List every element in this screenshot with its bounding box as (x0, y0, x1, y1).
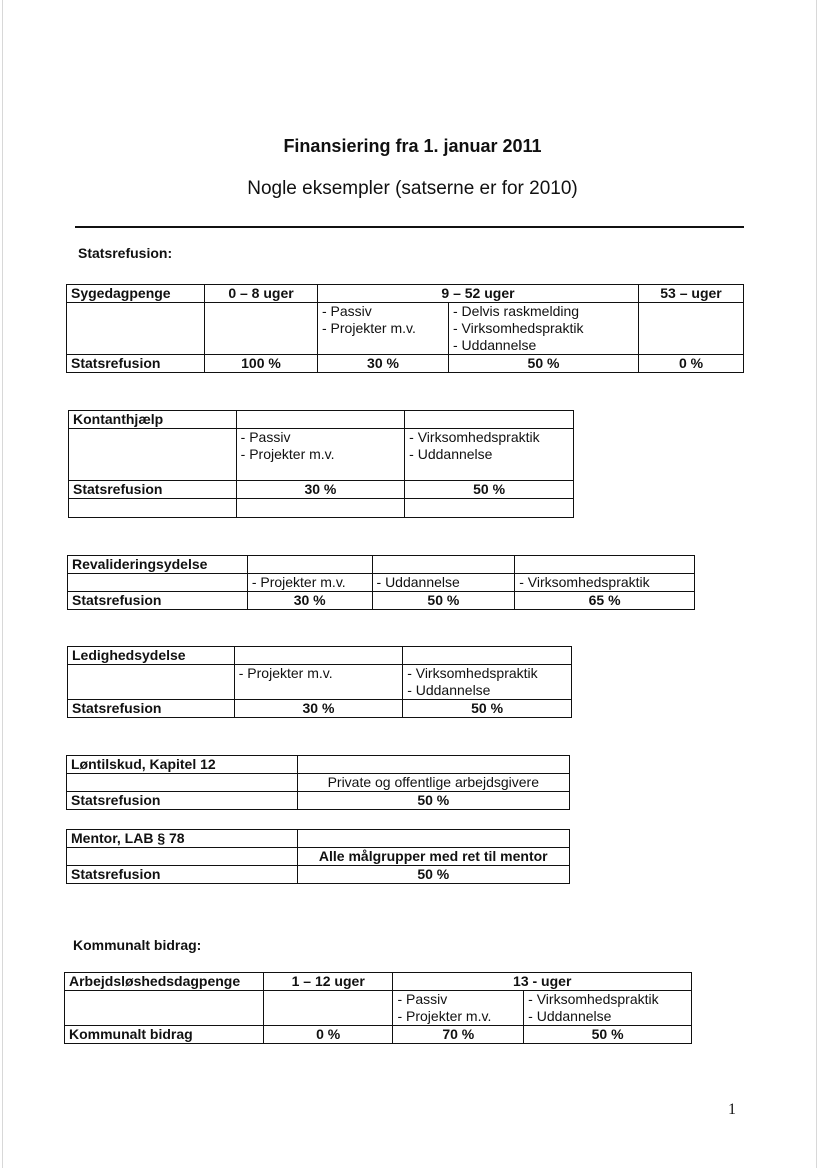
table-cell: 65 % (515, 592, 695, 610)
table-row (69, 481, 574, 499)
table-cell: Kontanthjælp (69, 411, 237, 429)
table-loentilskud (66, 755, 570, 810)
table-cell: 13 - uger (393, 973, 692, 991)
table-cell (236, 499, 405, 518)
table-cell (205, 303, 318, 355)
section-heading-statsrefusion: Statsrefusion: (78, 245, 173, 261)
table-cell (393, 991, 524, 1026)
list-item: - Uddannelse (409, 446, 493, 462)
table-cell: Alle målgrupper med ret til mentor (297, 848, 569, 866)
table-cell: 50 % (297, 866, 569, 884)
table-cell: 9 – 52 uger (318, 285, 639, 303)
table-row (67, 355, 744, 373)
table-cell (236, 411, 405, 429)
table-cell: Ledighedsydelse (68, 647, 235, 665)
list-item: - Virksomhedspraktik (453, 320, 584, 336)
horizontal-rule (75, 226, 744, 228)
table-cell: 30 % (247, 592, 372, 610)
list-item: - Uddannelse (528, 1008, 612, 1024)
list-item: - Uddannelse (407, 682, 491, 698)
table-row (69, 411, 574, 429)
table-mentor (66, 829, 570, 884)
table-cell: 30 % (236, 481, 405, 499)
table-cell (67, 848, 298, 866)
table-cell (297, 830, 569, 848)
table-cell: - Uddannelse (372, 574, 515, 592)
table-cell: 0 % (263, 1026, 393, 1044)
table-row (67, 830, 570, 848)
table-row (65, 1026, 692, 1044)
table-row (67, 774, 570, 792)
list-item: - Delvis raskmelding (453, 303, 580, 319)
table-row (68, 556, 695, 574)
table-row (65, 973, 692, 991)
table-row (65, 991, 692, 1026)
list-item: - Projekter m.v. (240, 446, 335, 462)
section-heading-kommunalt-bidrag: Kommunalt bidrag: (73, 937, 202, 953)
table-cell (639, 303, 744, 355)
table-cell (515, 556, 695, 574)
table-arbejdsloeshedsdagpenge (64, 972, 692, 1044)
table-cell: 50 % (297, 792, 569, 810)
list-item: - Virksomhedspraktik (409, 429, 540, 445)
table-cell: Statsrefusion (67, 355, 205, 373)
table-sygedagpenge (66, 284, 744, 373)
table-cell: 100 % (205, 355, 318, 373)
table-cell (449, 303, 639, 355)
table-cell (405, 411, 574, 429)
scan-edge-left (2, 0, 3, 1168)
table-cell: Statsrefusion (67, 792, 298, 810)
table-cell (297, 756, 569, 774)
table-cell: 50 % (403, 700, 572, 718)
table-row (67, 792, 570, 810)
table-row (68, 647, 572, 665)
table-row (68, 592, 695, 610)
table-cell (403, 665, 572, 700)
table-kontanthjaelp (68, 410, 574, 518)
table-cell (318, 303, 449, 355)
table-cell: Statsrefusion (69, 481, 237, 499)
table-row (67, 848, 570, 866)
table-cell (372, 556, 515, 574)
table-cell: Revalideringsydelse (68, 556, 248, 574)
table-cell: Statsrefusion (68, 592, 248, 610)
list-item: - Virksomhedspraktik (407, 665, 538, 681)
table-cell (67, 774, 298, 792)
table-cell: 30 % (318, 355, 449, 373)
table-cell: Arbejdsløshedsdagpenge (65, 973, 264, 991)
table-cell (69, 499, 237, 518)
table-cell: 0 % (639, 355, 744, 373)
table-cell (68, 574, 248, 592)
table-cell (263, 991, 393, 1026)
table-cell: - Projekter m.v. (247, 574, 372, 592)
table-row (69, 499, 574, 518)
table-row (68, 700, 572, 718)
table-cell (405, 499, 574, 518)
table-cell: 0 – 8 uger (205, 285, 318, 303)
table-cell: 70 % (393, 1026, 524, 1044)
table-cell: - Virksomhedspraktik (515, 574, 695, 592)
list-item: - Passiv (322, 303, 372, 319)
scan-edge-right (816, 0, 817, 1168)
table-row (68, 665, 572, 700)
table-cell (524, 991, 692, 1026)
table-cell: 53 – uger (639, 285, 744, 303)
table-row (67, 303, 744, 355)
list-item: - Uddannelse (453, 337, 537, 353)
table-cell (236, 429, 405, 481)
table-cell: Mentor, LAB § 78 (67, 830, 298, 848)
table-cell: Kommunalt bidrag (65, 1026, 264, 1044)
table-row (67, 866, 570, 884)
list-item: - Projekter m.v. (397, 1008, 492, 1024)
table-cell (403, 647, 572, 665)
page-title: Finansiering fra 1. januar 2011 (283, 136, 542, 156)
page-number: 1 (728, 1101, 736, 1118)
table-revalideringsydelse (67, 555, 695, 610)
table-ledighedsydelse (67, 646, 572, 718)
table-cell: Løntilskud, Kapitel 12 (67, 756, 298, 774)
table-cell: 50 % (405, 481, 574, 499)
table-cell (68, 665, 235, 700)
table-cell (67, 303, 205, 355)
table-cell: Sygedagpenge (67, 285, 205, 303)
table-cell: 30 % (234, 700, 402, 718)
page-subtitle: Nogle eksempler (satserne er for 2010) (247, 178, 578, 199)
table-cell: 1 – 12 uger (263, 973, 393, 991)
table-row (67, 285, 744, 303)
table-cell (69, 429, 237, 481)
list-item: - Projekter m.v. (322, 320, 416, 336)
table-row (68, 574, 695, 592)
table-cell: - Projekter m.v. (234, 665, 402, 700)
table-cell: Statsrefusion (68, 700, 235, 718)
table-cell: 50 % (449, 355, 639, 373)
table-cell (405, 429, 574, 481)
table-cell (65, 991, 264, 1026)
table-cell (234, 647, 402, 665)
table-row (67, 756, 570, 774)
table-row (69, 429, 574, 481)
table-cell: 50 % (524, 1026, 692, 1044)
table-cell: Statsrefusion (67, 866, 298, 884)
table-cell: Private og offentlige arbejdsgivere (297, 774, 569, 792)
list-item: - Passiv (240, 429, 291, 445)
list-item: - Passiv (397, 991, 448, 1007)
list-item: - Virksomhedspraktik (528, 991, 659, 1007)
table-cell: 50 % (372, 592, 515, 610)
table-cell (247, 556, 372, 574)
